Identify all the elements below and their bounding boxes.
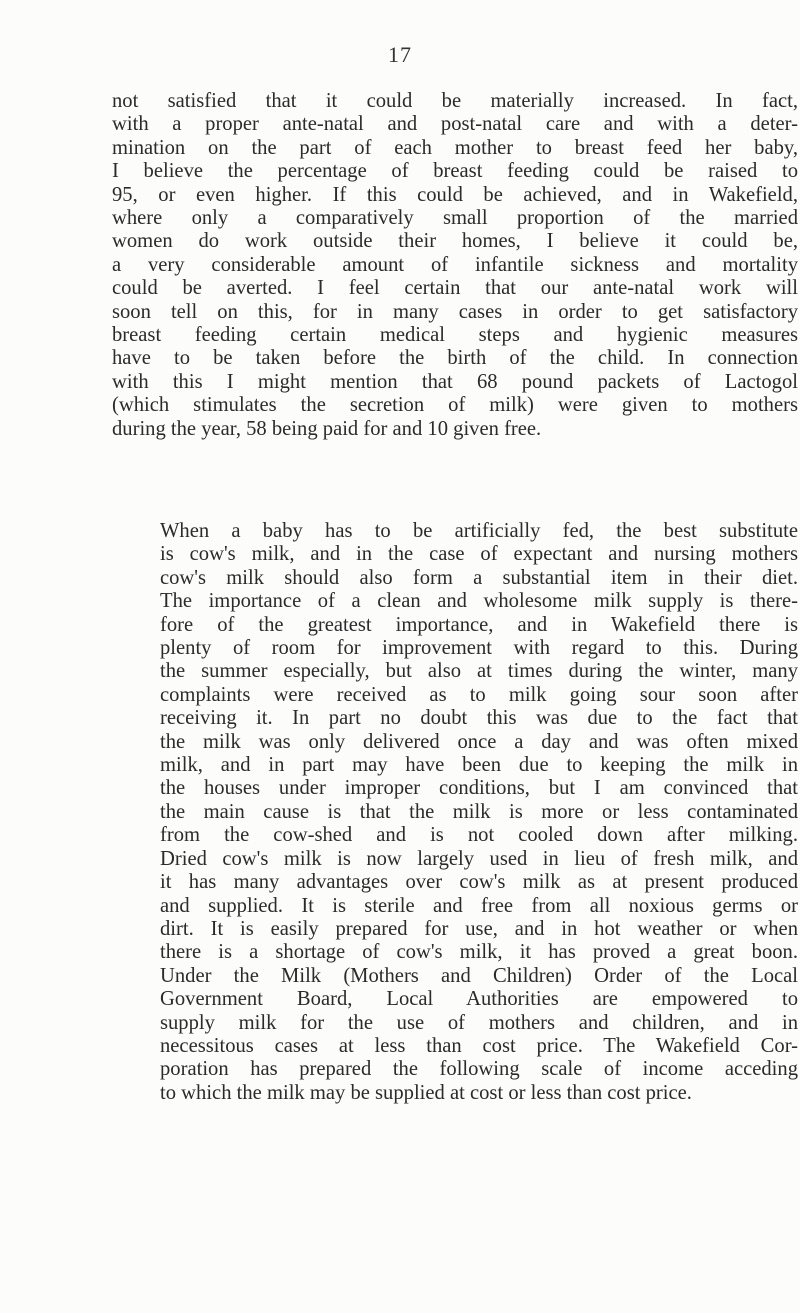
text-line: dirt. It is easily prepared for use, and in hot weather or when [160, 917, 798, 940]
page-number: 17 [388, 42, 412, 67]
text-line: have to be taken before the birth of the child. In connection [112, 347, 798, 370]
text-line: could be averted. I feel certain that our ante-natal work will [112, 277, 798, 300]
text-line: from the cow-shed and is not cooled down after milking. [160, 824, 798, 847]
text-line: I believe the percentage of breast feeding could be raised to [112, 160, 798, 183]
text-line: there is a shortage of cow's milk, it has proved a great boon. [160, 941, 798, 964]
text-line: the milk was only delivered once a day and was often mixed [160, 730, 798, 753]
paragraph-1 [112, 90, 798, 441]
text-line: soon tell on this, for in many cases in order to get satisfactory [112, 300, 798, 323]
text-line: complaints were received as to milk going sour soon after [160, 683, 798, 706]
text-line: Government Board, Local Authorities are empowered to [160, 988, 798, 1011]
text-line: poration has prepared the following scale of income acceding [160, 1058, 798, 1081]
text-line: supply milk for the use of mothers and children, and in [160, 1011, 798, 1034]
text-line: milk, and in part may have been due to keeping the milk in [160, 754, 798, 777]
text-line: during the year, 58 being paid for and 10 given free. [112, 417, 542, 440]
text-line: Under the Milk (Mothers and Children) Order of the Local [160, 964, 798, 987]
text-line: with this I might mention that 68 pound packets of Lactogol [112, 370, 798, 393]
text-line: Dried cow's milk is now largely used in lieu of fresh milk, and [160, 847, 798, 870]
text-line: (which stimulates the secretion of milk) were given to mothers [112, 394, 798, 417]
text-line: where only a comparatively small proportion of the married [112, 207, 798, 230]
text-line: the main cause is that the milk is more or less contaminated [160, 800, 798, 823]
paragraph-2 [112, 520, 798, 1105]
text-line: with a proper ante-natal and post-natal care and with a deter- [112, 113, 798, 136]
text-line: breast feeding certain medical steps and hygienic measures [112, 324, 798, 347]
text-line: the summer especially, but also at times during the winter, many [160, 660, 798, 683]
text-line: The importance of a clean and wholesome milk supply is there- [160, 590, 798, 613]
text-line: fore of the greatest importance, and in Wakefield there is [160, 613, 798, 636]
text-line: women do work outside their homes, I believe it could be, [112, 230, 798, 253]
text-line: not satisfied that it could be materially increased. In fact, [112, 90, 798, 112]
text-line: necessitous cases at less than cost price. The Wakefield Cor- [160, 1034, 798, 1057]
text-line: it has many advantages over cow's milk as at present produced [160, 871, 798, 894]
text-line: mination on the part of each mother to breast feed her baby, [112, 136, 798, 159]
text-line: is cow's milk, and in the case of expectant and nursing mothers [160, 543, 798, 566]
text-line: a very considerable amount of infantile sickness and mortality [112, 253, 798, 276]
text-line: receiving it. In part no doubt this was due to the fact that [160, 707, 798, 730]
text-line: plenty of room for improvement with regard to this. During [160, 637, 798, 660]
text-line: When a baby has to be artificially fed, the best substitute [160, 520, 798, 542]
text-line: the houses under improper conditions, but I am convinced that [160, 777, 798, 800]
text-line: to which the milk may be supplied at cost or less than cost price. [160, 1081, 692, 1104]
text-line: 95, or even higher. If this could be achieved, and in Wakefield, [112, 183, 798, 206]
text-line: cow's milk should also form a substantial item in their diet. [160, 566, 798, 589]
text-line: and supplied. It is sterile and free from all noxious germs or [160, 894, 798, 917]
